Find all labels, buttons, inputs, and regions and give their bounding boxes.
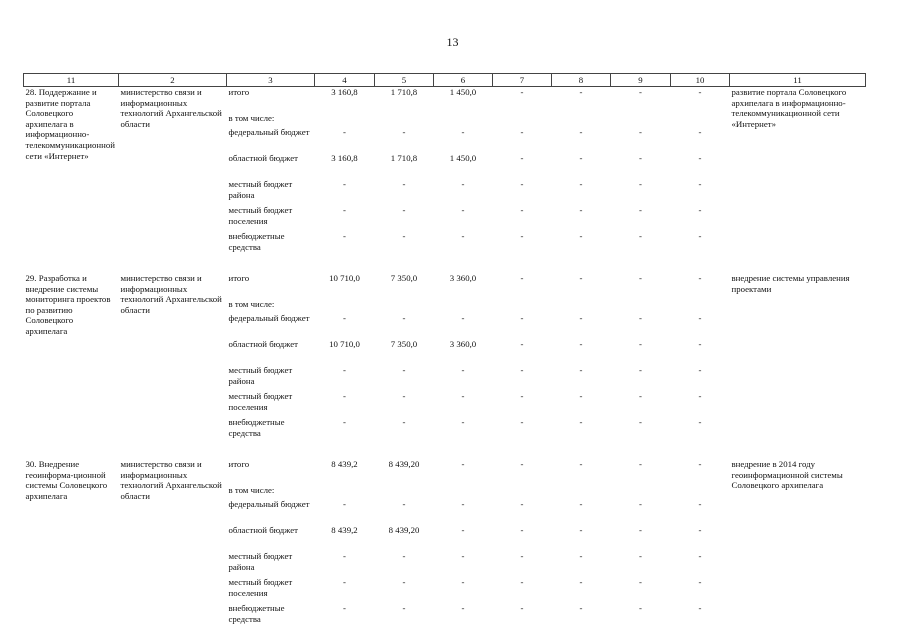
funding-value-col-4: - xyxy=(343,603,346,613)
funding-value-col-7: - xyxy=(520,603,524,613)
funding-value-col-8: - xyxy=(579,391,583,401)
funding-value-col-5: 7 350,0 xyxy=(390,273,418,283)
funding-value-col-10: - xyxy=(698,365,702,375)
funding-value-col-5: - xyxy=(402,417,406,427)
funding-value-col-4 xyxy=(315,485,375,499)
row-spacer xyxy=(24,257,866,273)
funding-value-col-10: - xyxy=(698,603,702,613)
funding-value-col-4: - xyxy=(343,551,346,561)
funding-value-col-4: - xyxy=(343,499,346,509)
funding-source-label: в том числе: xyxy=(228,299,275,309)
header-cell: 8 xyxy=(552,74,611,87)
header-cell: 7 xyxy=(493,74,552,87)
funding-value-col-7: - xyxy=(520,153,524,163)
funding-value-col-9: - xyxy=(639,127,642,137)
funding-value-col-9: - xyxy=(639,603,642,613)
funding-value-col-5: 8 439,20 xyxy=(388,459,420,469)
funding-value-col-8: - xyxy=(579,339,583,349)
funding-value-col-10: - xyxy=(698,339,702,349)
funding-value-col-8: - xyxy=(579,179,583,189)
funding-value-col-9: - xyxy=(639,577,642,587)
funding-value-col-7: - xyxy=(520,459,524,469)
funding-value-col-4: 10 710,0 xyxy=(329,339,360,349)
funding-value-col-7: - xyxy=(520,87,524,97)
funding-source-label: внебюджетные средства xyxy=(228,417,285,438)
responsible-organization: министерство связи и информационных технологий Архангельской области xyxy=(120,87,222,129)
funding-value-col-5: - xyxy=(402,179,406,189)
funding-value-col-8: - xyxy=(579,603,583,613)
funding-value-col-5: - xyxy=(402,127,406,137)
activity-name: 30. Внедрение геоинформа-ционной системы Соловецкого архипелага xyxy=(25,459,108,501)
funding-value-col-10: - xyxy=(698,459,702,469)
funding-value-col-9: - xyxy=(639,231,642,241)
table-body xyxy=(24,87,866,630)
funding-value-col-9 xyxy=(611,485,671,499)
funding-value-col-6 xyxy=(434,485,493,499)
funding-source-label: местный бюджет поселения xyxy=(228,391,293,412)
funding-value-col-6: 3 360,0 xyxy=(449,273,477,283)
funding-value-col-8: - xyxy=(579,525,583,535)
funding-value-col-7: - xyxy=(520,179,524,189)
funding-value-col-5: 7 350,0 xyxy=(390,339,418,349)
funding-value-col-5: - xyxy=(402,603,406,613)
funding-value-col-10: - xyxy=(698,417,702,427)
activity-name: 28. Поддержание и развитие портала Соловецкого архипелага в информационно-телекоммуникационной сети «Интернет» xyxy=(25,87,115,161)
funding-value-col-5: - xyxy=(402,499,406,509)
funding-value-col-9: - xyxy=(639,339,642,349)
funding-value-col-8 xyxy=(552,485,611,499)
funding-value-col-8: - xyxy=(579,127,583,137)
funding-value-col-10: - xyxy=(698,313,702,323)
funding-value-col-9: - xyxy=(639,459,642,469)
funding-value-col-10: - xyxy=(698,153,702,163)
funding-value-col-9: - xyxy=(639,525,642,535)
funding-value-col-10: - xyxy=(698,577,702,587)
header-cell: 10 xyxy=(671,74,730,87)
funding-value-col-9: - xyxy=(639,205,642,215)
expected-result: внедрение системы управления проектами xyxy=(731,273,850,294)
funding-value-col-6: - xyxy=(461,365,465,375)
funding-value-col-4: - xyxy=(343,417,346,427)
funding-value-col-8: - xyxy=(579,365,583,375)
page-number: 13 xyxy=(446,35,459,49)
funding-value-col-4: - xyxy=(343,205,346,215)
funding-value-col-4: 8 439,2 xyxy=(331,525,358,535)
funding-value-col-4: - xyxy=(343,391,346,401)
funding-value-col-5: - xyxy=(402,365,406,375)
funding-value-col-6: - xyxy=(461,525,465,535)
header-cell: 2 xyxy=(119,74,227,87)
activity-name: 29. Разработка и внедрение системы мониторинга проектов по развитию Соловецкого архипелага xyxy=(25,273,111,336)
funding-value-col-7: - xyxy=(520,273,524,283)
funding-value-col-8 xyxy=(552,113,611,127)
funding-value-col-4: - xyxy=(343,179,346,189)
funding-value-col-9: - xyxy=(639,179,642,189)
funding-value-col-5: - xyxy=(402,577,406,587)
funding-value-col-6: 1 450,0 xyxy=(449,87,477,97)
funding-value-col-10: - xyxy=(698,87,702,97)
funding-value-col-5: - xyxy=(402,391,406,401)
funding-value-col-6: - xyxy=(461,603,465,613)
funding-value-col-5 xyxy=(375,485,434,499)
header-cell: 11 xyxy=(24,74,119,87)
funding-value-col-5 xyxy=(375,113,434,127)
funding-value-col-9 xyxy=(611,113,671,127)
funding-value-col-10: - xyxy=(698,231,702,241)
funding-value-col-8: - xyxy=(579,577,583,587)
funding-value-col-4: 10 710,0 xyxy=(329,273,360,283)
funding-value-col-8: - xyxy=(579,499,583,509)
funding-value-col-6: - xyxy=(461,577,465,587)
funding-source-label: областной бюджет xyxy=(228,339,298,349)
funding-value-col-9 xyxy=(611,299,671,313)
funding-value-col-5: 1 710,8 xyxy=(390,87,418,97)
spacer-cell xyxy=(24,443,866,459)
funding-value-col-5: - xyxy=(402,231,406,241)
funding-value-col-7: - xyxy=(520,551,524,561)
funding-source-label: местный бюджет поселения xyxy=(228,577,293,598)
funding-value-col-8: - xyxy=(579,153,583,163)
funding-source-label: областной бюджет xyxy=(228,525,298,535)
header-cell: 5 xyxy=(375,74,434,87)
funding-value-col-9: - xyxy=(639,499,642,509)
funding-value-col-8 xyxy=(552,299,611,313)
funding-value-col-6: 1 450,0 xyxy=(449,153,477,163)
funding-value-col-5: - xyxy=(402,313,406,323)
funding-value-col-10: - xyxy=(698,525,702,535)
funding-value-col-6: - xyxy=(461,551,465,561)
funding-value-col-7: - xyxy=(520,499,524,509)
funding-value-col-8: - xyxy=(579,551,583,561)
responsible-organization: министерство связи и информационных технологий Архангельской области xyxy=(120,459,222,501)
table-row xyxy=(24,459,866,485)
funding-source-label: итого xyxy=(228,273,250,283)
funding-value-col-7 xyxy=(493,113,552,127)
funding-value-col-9: - xyxy=(639,551,642,561)
funding-value-col-4: 8 439,2 xyxy=(331,459,358,469)
funding-source-label: федеральный бюджет xyxy=(228,313,310,323)
funding-value-col-7: - xyxy=(520,231,524,241)
funding-value-col-10 xyxy=(671,485,730,499)
funding-value-col-6 xyxy=(434,113,493,127)
funding-value-col-10 xyxy=(671,113,730,127)
funding-source-label: местный бюджет района xyxy=(228,365,293,386)
expected-result: развитие портала Соловецкого архипелага в информационно-телекоммуникационной сети «Интернет» xyxy=(731,87,847,129)
funding-source-label: областной бюджет xyxy=(228,153,298,163)
funding-value-col-7: - xyxy=(520,577,524,587)
funding-value-col-9: - xyxy=(639,153,642,163)
funding-value-col-5: - xyxy=(402,551,406,561)
row-spacer xyxy=(24,443,866,459)
expected-result: внедрение в 2014 году геоинформационной системы Соловецкого архипелага xyxy=(731,459,843,491)
funding-value-col-9: - xyxy=(639,365,642,375)
funding-source-label: федеральный бюджет xyxy=(228,127,310,137)
funding-value-col-8: - xyxy=(579,459,583,469)
funding-value-col-8: - xyxy=(579,417,583,427)
funding-value-col-5: 1 710,8 xyxy=(390,153,418,163)
funding-value-col-7: - xyxy=(520,525,524,535)
funding-value-col-6: - xyxy=(461,313,465,323)
funding-value-col-4 xyxy=(315,113,375,127)
funding-value-col-10: - xyxy=(698,499,702,509)
funding-source-label: внебюджетные средства xyxy=(228,231,285,252)
funding-value-col-6: - xyxy=(461,127,465,137)
funding-value-col-7: - xyxy=(520,391,524,401)
header-row xyxy=(24,74,866,87)
funding-value-col-6: - xyxy=(461,231,465,241)
funding-source-label: в том числе: xyxy=(228,113,275,123)
funding-value-col-9: - xyxy=(639,391,642,401)
funding-source-label: итого xyxy=(228,87,250,97)
funding-value-col-6: - xyxy=(461,179,465,189)
funding-source-label: местный бюджет района xyxy=(228,551,293,572)
funding-value-col-10 xyxy=(671,299,730,313)
funding-value-col-9: - xyxy=(639,87,642,97)
spacer-cell xyxy=(24,257,866,273)
funding-value-col-7: - xyxy=(520,127,524,137)
funding-value-col-4 xyxy=(315,299,375,313)
funding-value-col-10: - xyxy=(698,179,702,189)
funding-value-col-8: - xyxy=(579,231,583,241)
funding-value-col-7 xyxy=(493,485,552,499)
header-cell: 9 xyxy=(611,74,671,87)
funding-source-label: федеральный бюджет xyxy=(228,499,310,509)
table-row xyxy=(24,273,866,299)
funding-value-col-8: - xyxy=(579,273,583,283)
funding-value-col-5 xyxy=(375,299,434,313)
funding-value-col-4: 3 160,8 xyxy=(331,87,358,97)
funding-value-col-7: - xyxy=(520,417,524,427)
funding-value-col-4: - xyxy=(343,127,346,137)
funding-value-col-7: - xyxy=(520,313,524,323)
funding-value-col-6: - xyxy=(461,205,465,215)
funding-value-col-10: - xyxy=(698,205,702,215)
funding-value-col-4: - xyxy=(343,365,346,375)
funding-source-label: в том числе: xyxy=(228,485,275,495)
funding-value-col-6: 3 360,0 xyxy=(449,339,477,349)
funding-value-col-9: - xyxy=(639,417,642,427)
header-cell: 3 xyxy=(227,74,315,87)
funding-value-col-10: - xyxy=(698,273,702,283)
program-activities-table xyxy=(23,73,866,629)
funding-value-col-10: - xyxy=(698,391,702,401)
funding-value-col-4: 3 160,8 xyxy=(331,153,358,163)
funding-value-col-9: - xyxy=(639,313,642,323)
funding-value-col-4: - xyxy=(343,231,346,241)
funding-value-col-4: - xyxy=(343,577,346,587)
funding-value-col-5: 8 439,20 xyxy=(388,525,420,535)
funding-value-col-8: - xyxy=(579,87,583,97)
funding-value-col-8: - xyxy=(579,205,583,215)
header-cell: 11 xyxy=(730,74,866,87)
funding-value-col-6: - xyxy=(461,391,465,401)
funding-value-col-7: - xyxy=(520,365,524,375)
funding-value-col-6: - xyxy=(461,499,465,509)
funding-value-col-10: - xyxy=(698,551,702,561)
funding-value-col-7 xyxy=(493,299,552,313)
funding-value-col-7: - xyxy=(520,205,524,215)
funding-value-col-6: - xyxy=(461,417,465,427)
funding-value-col-5: - xyxy=(402,205,406,215)
funding-value-col-7: - xyxy=(520,339,524,349)
funding-value-col-8: - xyxy=(579,313,583,323)
funding-value-col-4: - xyxy=(343,313,346,323)
responsible-organization: министерство связи и информационных технологий Архангельской области xyxy=(120,273,222,315)
funding-source-label: местный бюджет поселения xyxy=(228,205,293,226)
funding-source-label: внебюджетные средства xyxy=(228,603,285,624)
funding-source-label: итого xyxy=(228,459,250,469)
funding-value-col-6: - xyxy=(461,459,465,469)
funding-value-col-9: - xyxy=(639,273,642,283)
header-cell: 6 xyxy=(434,74,493,87)
funding-value-col-10: - xyxy=(698,127,702,137)
header-cell: 4 xyxy=(315,74,375,87)
funding-value-col-6 xyxy=(434,299,493,313)
table-row xyxy=(24,87,866,114)
funding-source-label: местный бюджет района xyxy=(228,179,293,200)
